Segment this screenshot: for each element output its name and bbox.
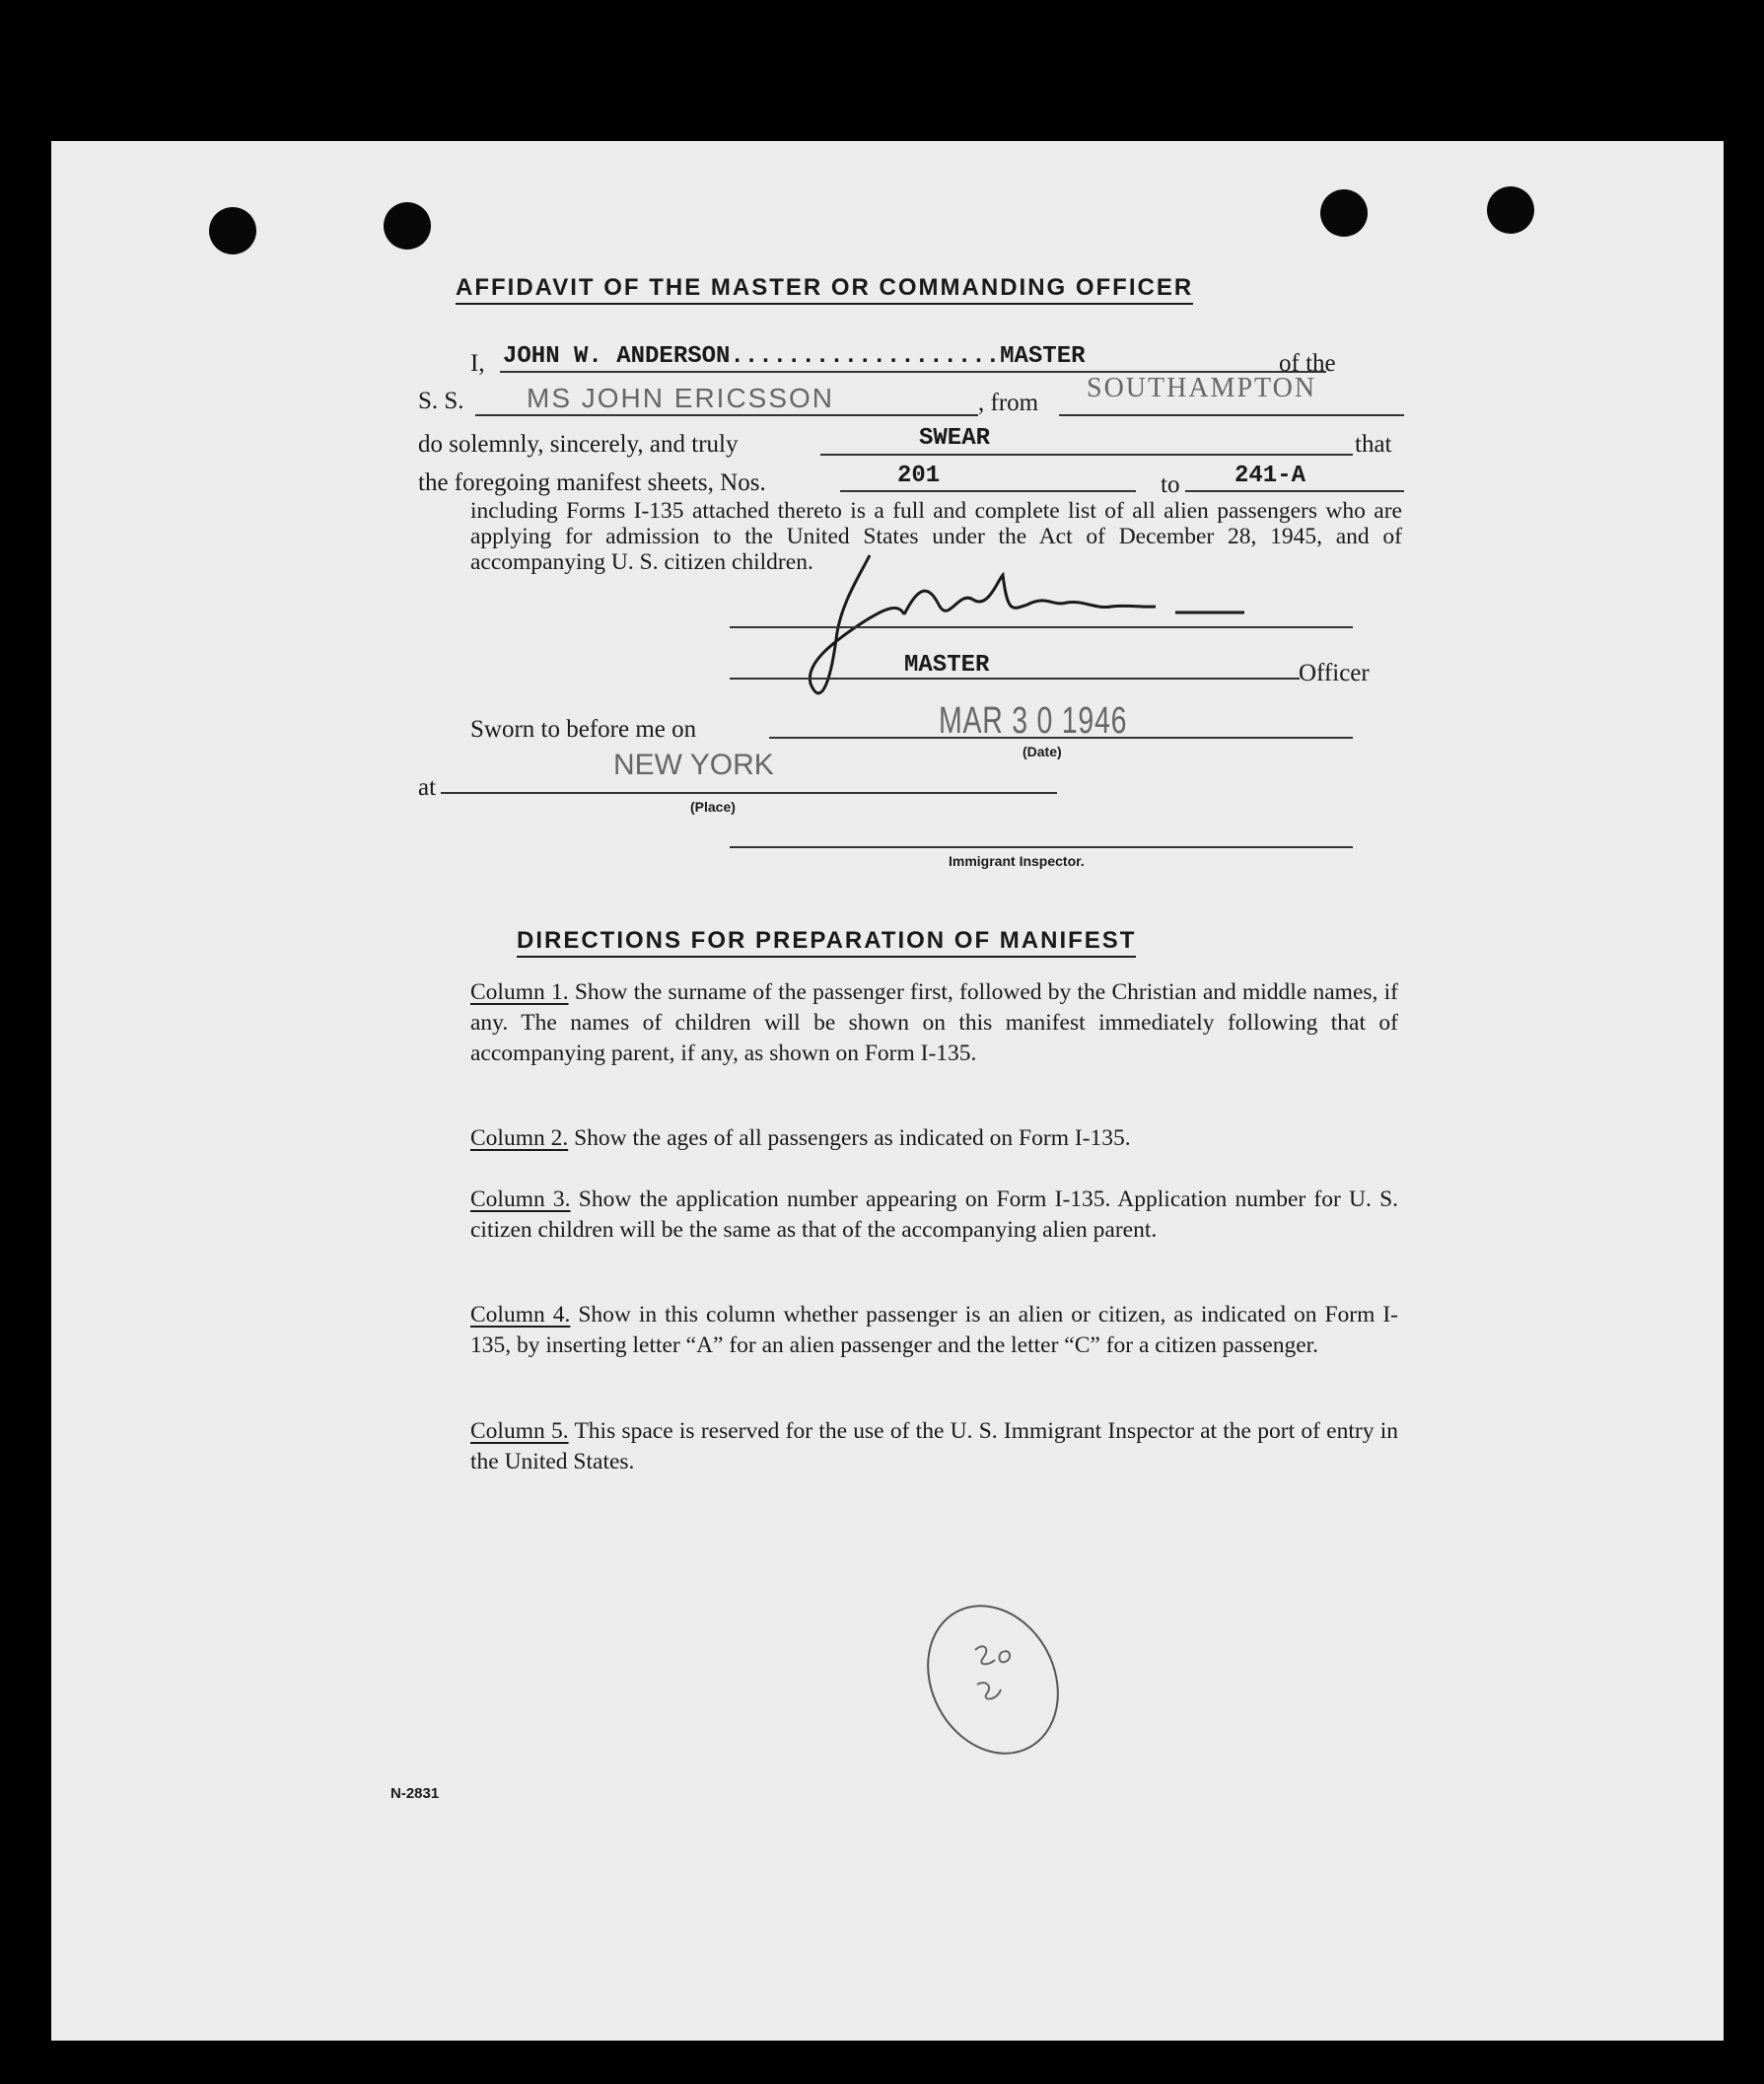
inspector-caption: Immigrant Inspector. <box>949 853 1085 869</box>
punch-hole <box>209 207 256 254</box>
master-name: JOHN W. ANDERSON...................MASTER <box>503 343 1086 370</box>
sheet-from: 201 <box>897 463 941 489</box>
direction-label: Column 5. <box>470 1418 569 1444</box>
ship-name: MS JOHN ERICSSON <box>527 383 835 413</box>
direction-label: Column 3. <box>470 1186 571 1212</box>
affidavit-title: AFFIDAVIT OF THE MASTER OR COMMANDING OFFICER <box>456 274 1193 302</box>
to-label: to <box>1161 471 1180 498</box>
sheet-to-line <box>1185 490 1404 492</box>
direction-text: Show the application number appearing on Form I-135. Application number for U. S. citizen children will be the same as that of the accompanying alien parent. <box>470 1186 1399 1243</box>
at-label: at <box>418 774 437 801</box>
direction-label: Column 2. <box>470 1125 569 1151</box>
of-the-label: of the <box>1279 350 1336 377</box>
title-typed: MASTER <box>904 652 990 679</box>
oath-word: SWEAR <box>919 425 991 452</box>
direction-text: Show the surname of the passenger first, followed by the Christian and middle names, if any. The names of children will be shown on this manifest immediately following that of accompanying parent, if any, as shown on Form I-135. <box>470 979 1398 1066</box>
i-prefix: I, <box>470 350 485 377</box>
ship-line <box>475 414 978 416</box>
form-number: N-2831 <box>390 1785 440 1802</box>
direction-text: Show in this column whether passenger is an alien or citizen, as indicated on Form I-135, by inserting letter “A” for an alien passenger and the letter “C” for a citizen passenger. <box>470 1302 1398 1358</box>
solemnly-text: do solemnly, sincerely, and truly <box>418 431 739 458</box>
sworn-text: Sworn to before me on <box>470 716 697 743</box>
sheet-from-line <box>840 490 1136 492</box>
from-port: SOUTHAMPTON <box>1087 373 1317 403</box>
date-line <box>769 737 1353 739</box>
direction-column-2 <box>470 1123 1398 1154</box>
date-caption: (Date) <box>1023 744 1062 759</box>
inspector-signature-line <box>730 846 1353 848</box>
punch-hole <box>384 202 431 250</box>
pencil-circle-mark <box>894 1591 1092 1768</box>
ss-prefix: S. S. <box>418 388 464 414</box>
direction-column-5 <box>470 1416 1398 1477</box>
place-caption: (Place) <box>690 799 736 815</box>
officer-label: Officer <box>1299 660 1370 686</box>
title-line <box>730 678 1300 680</box>
direction-column-1 <box>470 977 1398 1069</box>
oath-line <box>820 454 1353 456</box>
direction-column-3 <box>470 1185 1398 1246</box>
sheet-to: 241-A <box>1235 463 1306 489</box>
port-line <box>1059 414 1404 416</box>
master-signature <box>801 536 1254 708</box>
place-line <box>441 792 1057 794</box>
direction-text: Show the ages of all passengers as indicated on Form I-135. <box>574 1125 1131 1151</box>
punch-hole <box>1320 189 1368 237</box>
from-label: , from <box>978 390 1039 416</box>
sworn-date: MAR 3 0 1946 <box>939 700 1128 742</box>
that-label: that <box>1355 431 1392 458</box>
foregoing-text: the foregoing manifest sheets, Nos. <box>418 469 766 496</box>
direction-column-4 <box>470 1300 1398 1361</box>
place: NEW YORK <box>613 749 774 781</box>
signature-line <box>730 626 1353 628</box>
document-page <box>51 141 1724 2041</box>
direction-label: Column 4. <box>470 1302 571 1328</box>
direction-text: This space is reserved for the use of the U. S. Immigrant Inspector at the port of entry in the United States. <box>470 1418 1398 1474</box>
affidavit-statement: including Forms I-135 attached thereto is a full and complete list of all alien passengers who are applying for admission to the United States under the Act of December 28, 1945, and of accompanying U. S. citizen children. <box>470 498 1402 575</box>
direction-label: Column 1. <box>470 979 569 1005</box>
directions-title: DIRECTIONS FOR PREPARATION OF MANIFEST <box>517 927 1136 955</box>
punch-hole <box>1487 186 1534 234</box>
